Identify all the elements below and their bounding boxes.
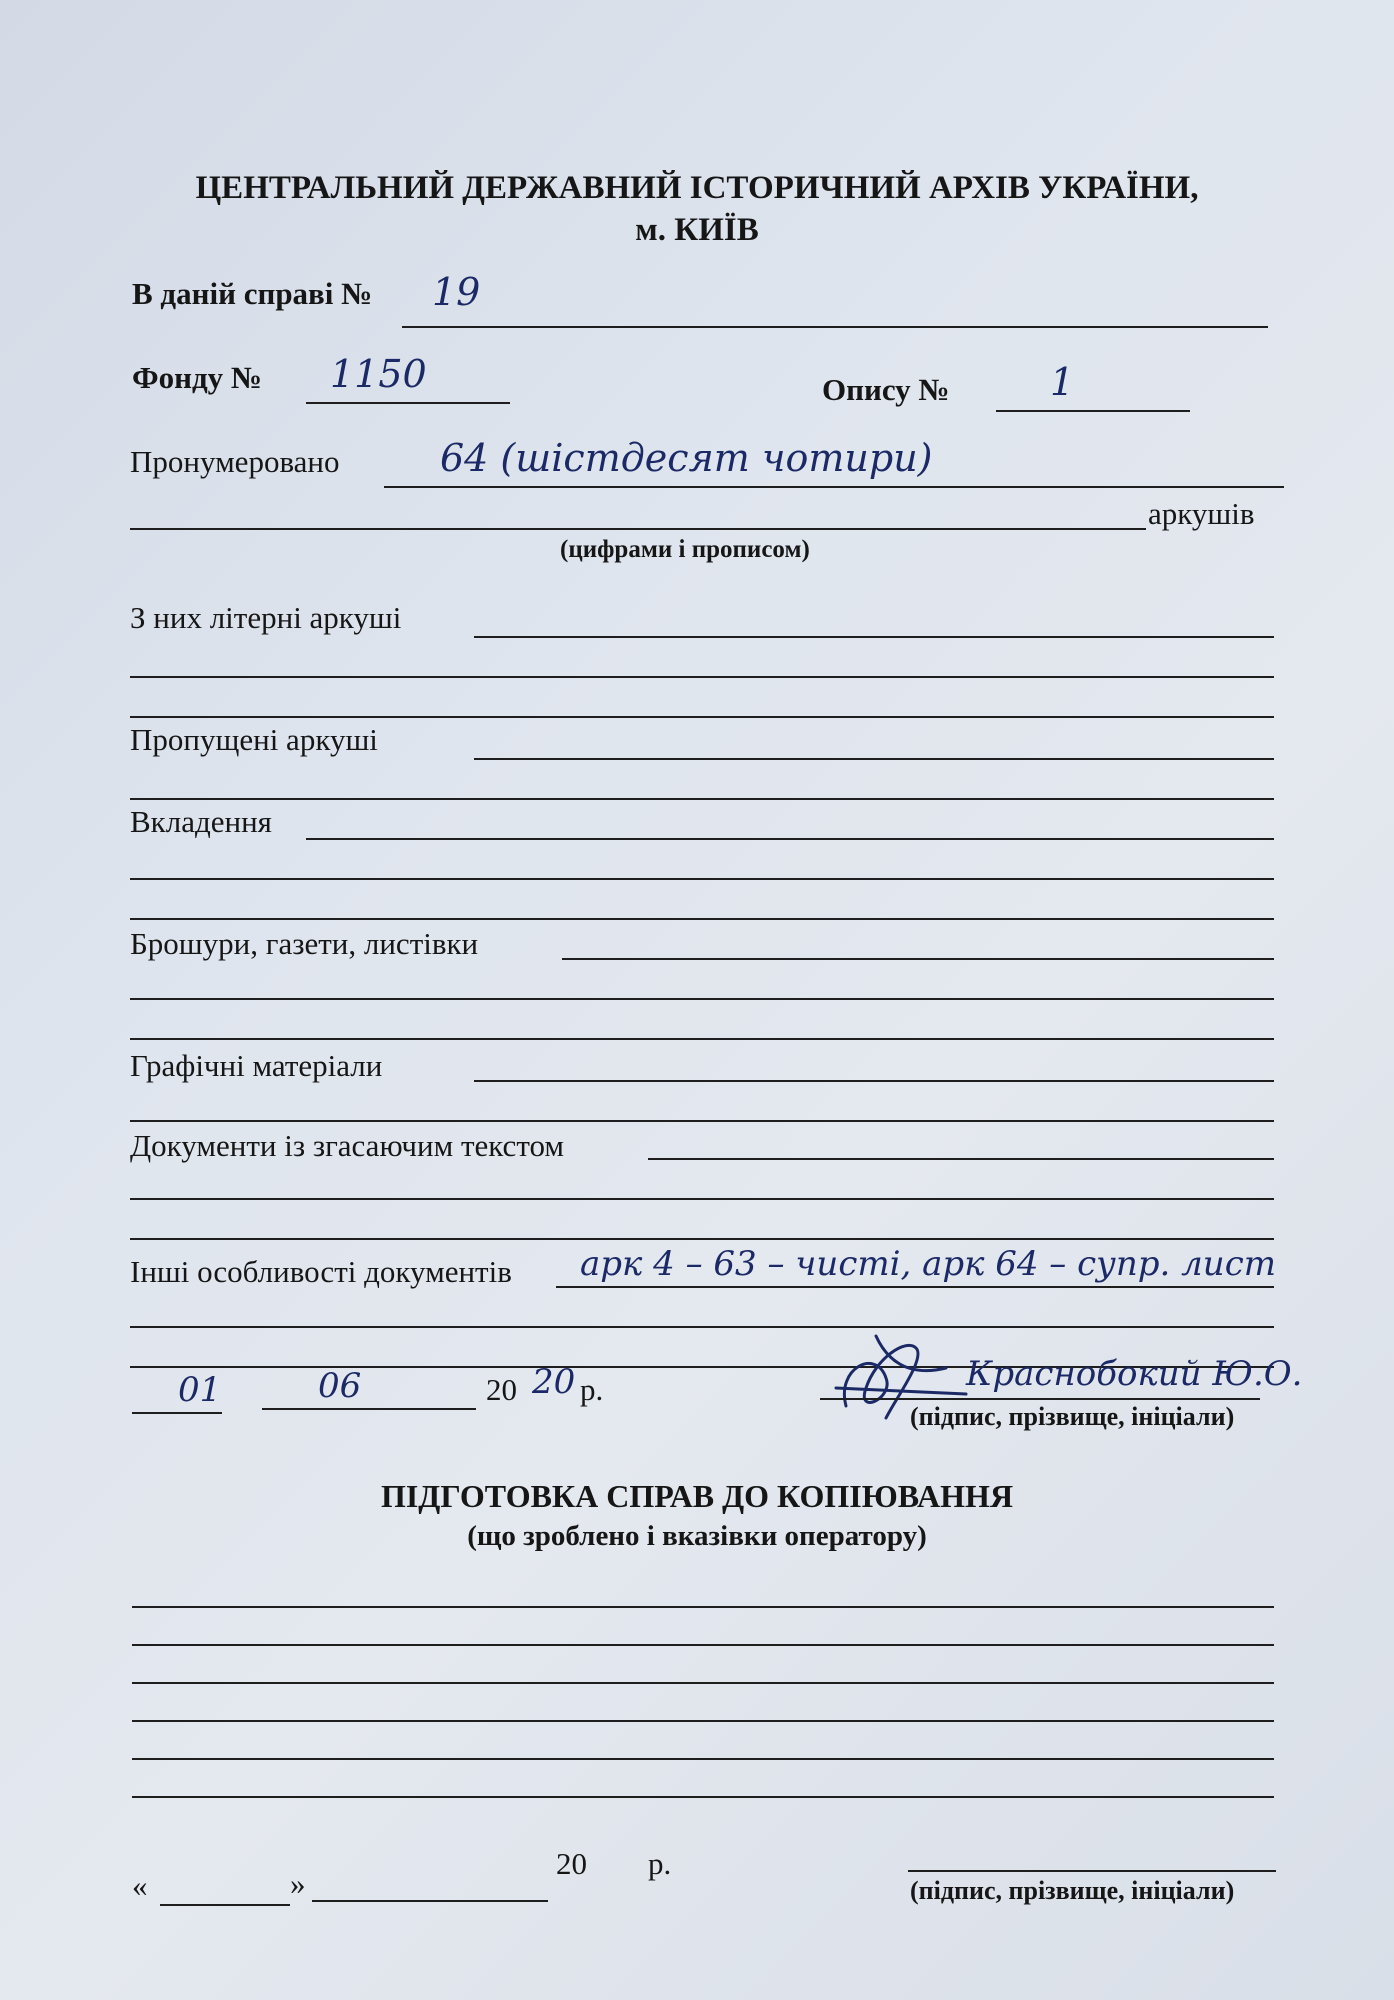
signoff-month[interactable]: 06 [318, 1366, 362, 1406]
case-label: В даній справі № [132, 276, 373, 311]
fading-docs-line-2[interactable] [130, 1198, 1274, 1200]
opys-value[interactable]: 1 [1050, 360, 1075, 404]
fading-docs-line-3[interactable] [130, 1238, 1274, 1240]
copy-prep-title: ПІДГОТОВКА СПРАВ ДО КОПІЮВАННЯ [380, 1478, 1014, 1514]
copy-signature-line[interactable] [908, 1870, 1276, 1872]
enclosures-line-1[interactable] [306, 838, 1274, 840]
fond-label: Фонду № [132, 360, 263, 395]
archive-title: ЦЕНТРАЛЬНИЙ ДЕРЖАВНИЙ ІСТОРИЧНИЙ АРХІВ УКРАЇНИ, [195, 170, 1199, 206]
copy-date-close-quote: » [290, 1866, 306, 1901]
enclosures-line-2[interactable] [130, 878, 1274, 880]
copy-prep-line-2[interactable] [132, 1644, 1274, 1646]
copy-year-suffix: р. [648, 1846, 672, 1881]
case-value[interactable]: 19 [432, 270, 481, 314]
signoff-year[interactable]: 20 [532, 1362, 576, 1402]
copy-date-day-line[interactable] [160, 1904, 290, 1906]
other-features-line-2[interactable] [130, 1326, 1274, 1328]
fading-docs-line-1[interactable] [648, 1158, 1274, 1160]
copy-date-month-line[interactable] [312, 1900, 548, 1902]
fond-line [306, 402, 510, 404]
copy-prep-line-3[interactable] [132, 1682, 1274, 1684]
signoff-day-line [132, 1412, 222, 1414]
brochures-label: Брошури, газети, листівки [130, 926, 479, 961]
numbered-hint: (цифрами і прописом) [560, 536, 810, 563]
graphics-label: Графічні матеріали [130, 1048, 383, 1083]
numbered-label: Пронумеровано [130, 444, 340, 479]
copy-prep-line-6[interactable] [132, 1796, 1274, 1798]
copy-prep-line-1[interactable] [132, 1606, 1274, 1608]
fond-value[interactable]: 1150 [330, 352, 427, 396]
letter-sheets-line-3[interactable] [130, 716, 1274, 718]
archive-city: м. КИЇВ [635, 212, 759, 248]
enclosures-line-3[interactable] [130, 918, 1274, 920]
copy-date-open-quote: « [132, 1868, 148, 1903]
opys-line [996, 410, 1190, 412]
signature-hint: (підпис, прізвище, ініціали) [910, 1402, 1235, 1431]
numbered-value[interactable]: 64 (шістдесят чотири) [440, 436, 933, 480]
copy-signature-hint: (підпис, прізвище, ініціали) [910, 1876, 1235, 1905]
case-line [402, 326, 1268, 328]
copy-prep-line-5[interactable] [132, 1758, 1274, 1760]
fading-docs-label: Документи із згасаючим текстом [130, 1128, 564, 1163]
signoff-year-suffix: р. [580, 1372, 604, 1407]
copy-prep-subtitle: (що зроблено і вказівки оператору) [467, 1520, 927, 1552]
missing-sheets-label: Пропущені аркуші [130, 722, 378, 757]
signoff-year-prefix: 20 [486, 1372, 517, 1407]
other-features-value[interactable]: арк 4 – 63 – чисті, арк 64 – супр. лист [580, 1244, 1276, 1284]
other-features-line-1 [556, 1286, 1274, 1288]
other-features-label: Інші особливості документів [130, 1254, 512, 1289]
copy-year-prefix: 20 [556, 1846, 587, 1881]
enclosures-label: Вкладення [130, 804, 272, 839]
brochures-line-3[interactable] [130, 1038, 1274, 1040]
sheets-suffix: аркушів [1148, 496, 1255, 531]
graphics-line-2[interactable] [130, 1120, 1274, 1122]
opys-label: Опису № [822, 372, 950, 407]
letter-sheets-label: З них літерні аркуші [130, 600, 402, 635]
graphics-line-1[interactable] [474, 1080, 1274, 1082]
signoff-day[interactable]: 01 [178, 1370, 222, 1410]
missing-sheets-line-2[interactable] [130, 798, 1274, 800]
numbered-line-1 [384, 486, 1284, 488]
letter-sheets-line-2[interactable] [130, 676, 1274, 678]
brochures-line-1[interactable] [562, 958, 1274, 960]
copy-prep-line-4[interactable] [132, 1720, 1274, 1722]
letter-sheets-line-1[interactable] [474, 636, 1274, 638]
missing-sheets-line-1[interactable] [474, 758, 1274, 760]
numbered-line-2 [130, 528, 1146, 530]
brochures-line-2[interactable] [130, 998, 1274, 1000]
signoff-month-line [262, 1408, 476, 1410]
signer-name[interactable]: Краснобокий Ю.О. [966, 1354, 1303, 1394]
signature-line [820, 1398, 1260, 1400]
